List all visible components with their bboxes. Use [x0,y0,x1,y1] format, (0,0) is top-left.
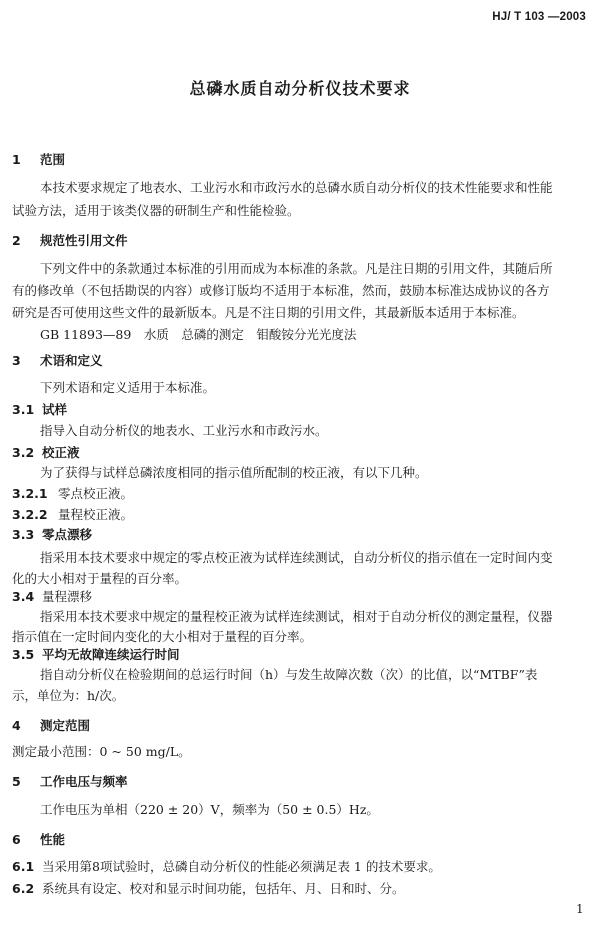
section-6-heading [12,830,65,848]
clause-text: 系统具有设定、校对和显示时间功能，包括年、月、日和时、分。 [42,881,405,896]
clause-label: 平均无故障连续运行时间 [42,647,180,662]
section-title: 范围 [40,152,66,167]
clause-number: 3.2.2 [12,507,48,522]
clause-text: 当采用第8项试验时，总磷自动分析仪的性能必须满足表 1 的技术要求。 [42,859,441,874]
clause-number: 3.2.1 [12,486,48,501]
clause-number: 3.1 [12,402,35,417]
paragraph-line: 为了获得与试样总磷浓度相同的指示值所配制的校正液，有以下几种。 [40,465,428,480]
clause-3-4-heading [12,587,92,605]
paragraph-line: 有的修改单（不包括勘误的内容）或修订版均不适用于本标准，然而，鼓励本标准达成协议的各方 [12,283,550,298]
clause-3-5-heading [12,645,180,663]
normative-reference: GB 11893—89 水质 总磷的测定 钼酸铵分光光度法 [40,327,357,342]
section-4-heading [12,716,90,734]
section-number: 2 [12,233,21,248]
paragraph-line: 本技术要求规定了地表水、工业污水和市政污水的总磷水质自动分析仪的技术性能要求和性能 [40,180,553,195]
paragraph-line: 指示值在一定时间内变化的大小相对于量程的百分率。 [12,629,313,644]
section-1-heading [12,150,65,168]
clause-number: 3.4 [12,589,35,604]
clause-number: 3.3 [12,527,35,542]
section-number: 1 [12,152,21,167]
clause-label: 量程漂移 [42,589,93,604]
clause-number: 3.5 [12,647,35,662]
clause-label: 量程校正液。 [58,507,134,522]
section-title: 性能 [40,832,66,847]
section-5-heading [12,772,128,790]
section-title: 术语和定义 [40,353,103,368]
clause-number: 3.2 [12,445,35,460]
clause-3-2-2 [12,505,133,523]
clause-3-2-1 [12,484,133,502]
section-title: 测定范围 [40,718,91,733]
section-number: 4 [12,718,21,733]
paragraph-line: 化的大小相对于量程的百分率。 [12,571,188,586]
paragraph-line: 指采用本技术要求中规定的量程校正液为试样连续测试，相对于自动分析仪的测定量程，仪器 [40,609,553,624]
paragraph-line: 下列文件中的条款通过本标准的引用而成为本标准的条款。凡是注日期的引用文件，其随后所 [40,261,553,276]
section-2-heading [12,231,128,249]
clause-number: 6.2 [12,881,35,896]
document-title: 总磷水质自动分析仪技术要求 [189,79,411,98]
clause-label: 零点漂移 [42,527,93,542]
clause-3-2-heading [12,443,80,461]
paragraph-line: 下列术语和定义适用于本标准。 [40,380,216,395]
clause-label: 试样 [42,402,68,417]
section-title: 工作电压与频率 [40,774,128,789]
clause-3-3-heading [12,525,92,543]
standard-number: HJ/ T 103 —2003 [492,11,586,23]
paragraph-line: 指导入自动分析仪的地表水、工业污水和市政污水。 [40,423,328,438]
clause-6-2 [12,879,405,897]
paragraph-line: 指采用本技术要求中规定的零点校正液为试样连续测试，自动分析仪的指示值在一定时间内变 [40,550,553,565]
section-number: 5 [12,774,21,789]
clause-3-1-heading [12,400,67,418]
paragraph-line: 示，单位为：h/次。 [12,688,125,703]
clause-6-1 [12,857,441,875]
section-title: 规范性引用文件 [40,233,128,248]
section-number: 6 [12,832,21,847]
clause-number: 6.1 [12,859,35,874]
page-number: 1 [576,902,584,916]
clause-label: 校正液 [42,445,80,460]
paragraph-line: 工作电压为单相（220 ± 20）V，频率为（50 ± 0.5）Hz。 [40,802,379,817]
section-3-heading [12,351,103,369]
paragraph-line: 指自动分析仪在检验期间的总运行时间（h）与发生故障次数（次）的比值，以“MTBF”表 [40,667,538,682]
paragraph-line: 研究是否可使用这些文件的最新版本。凡是不注日期的引用文件，其最新版本适用于本标准。 [12,305,525,320]
section-number: 3 [12,353,21,368]
paragraph-line: 试验方法，适用于该类仪器的研制生产和性能检验。 [12,203,300,218]
paragraph-line: 测定最小范围：0 ~ 50 mg/L。 [12,744,191,759]
clause-label: 零点校正液。 [58,486,134,501]
